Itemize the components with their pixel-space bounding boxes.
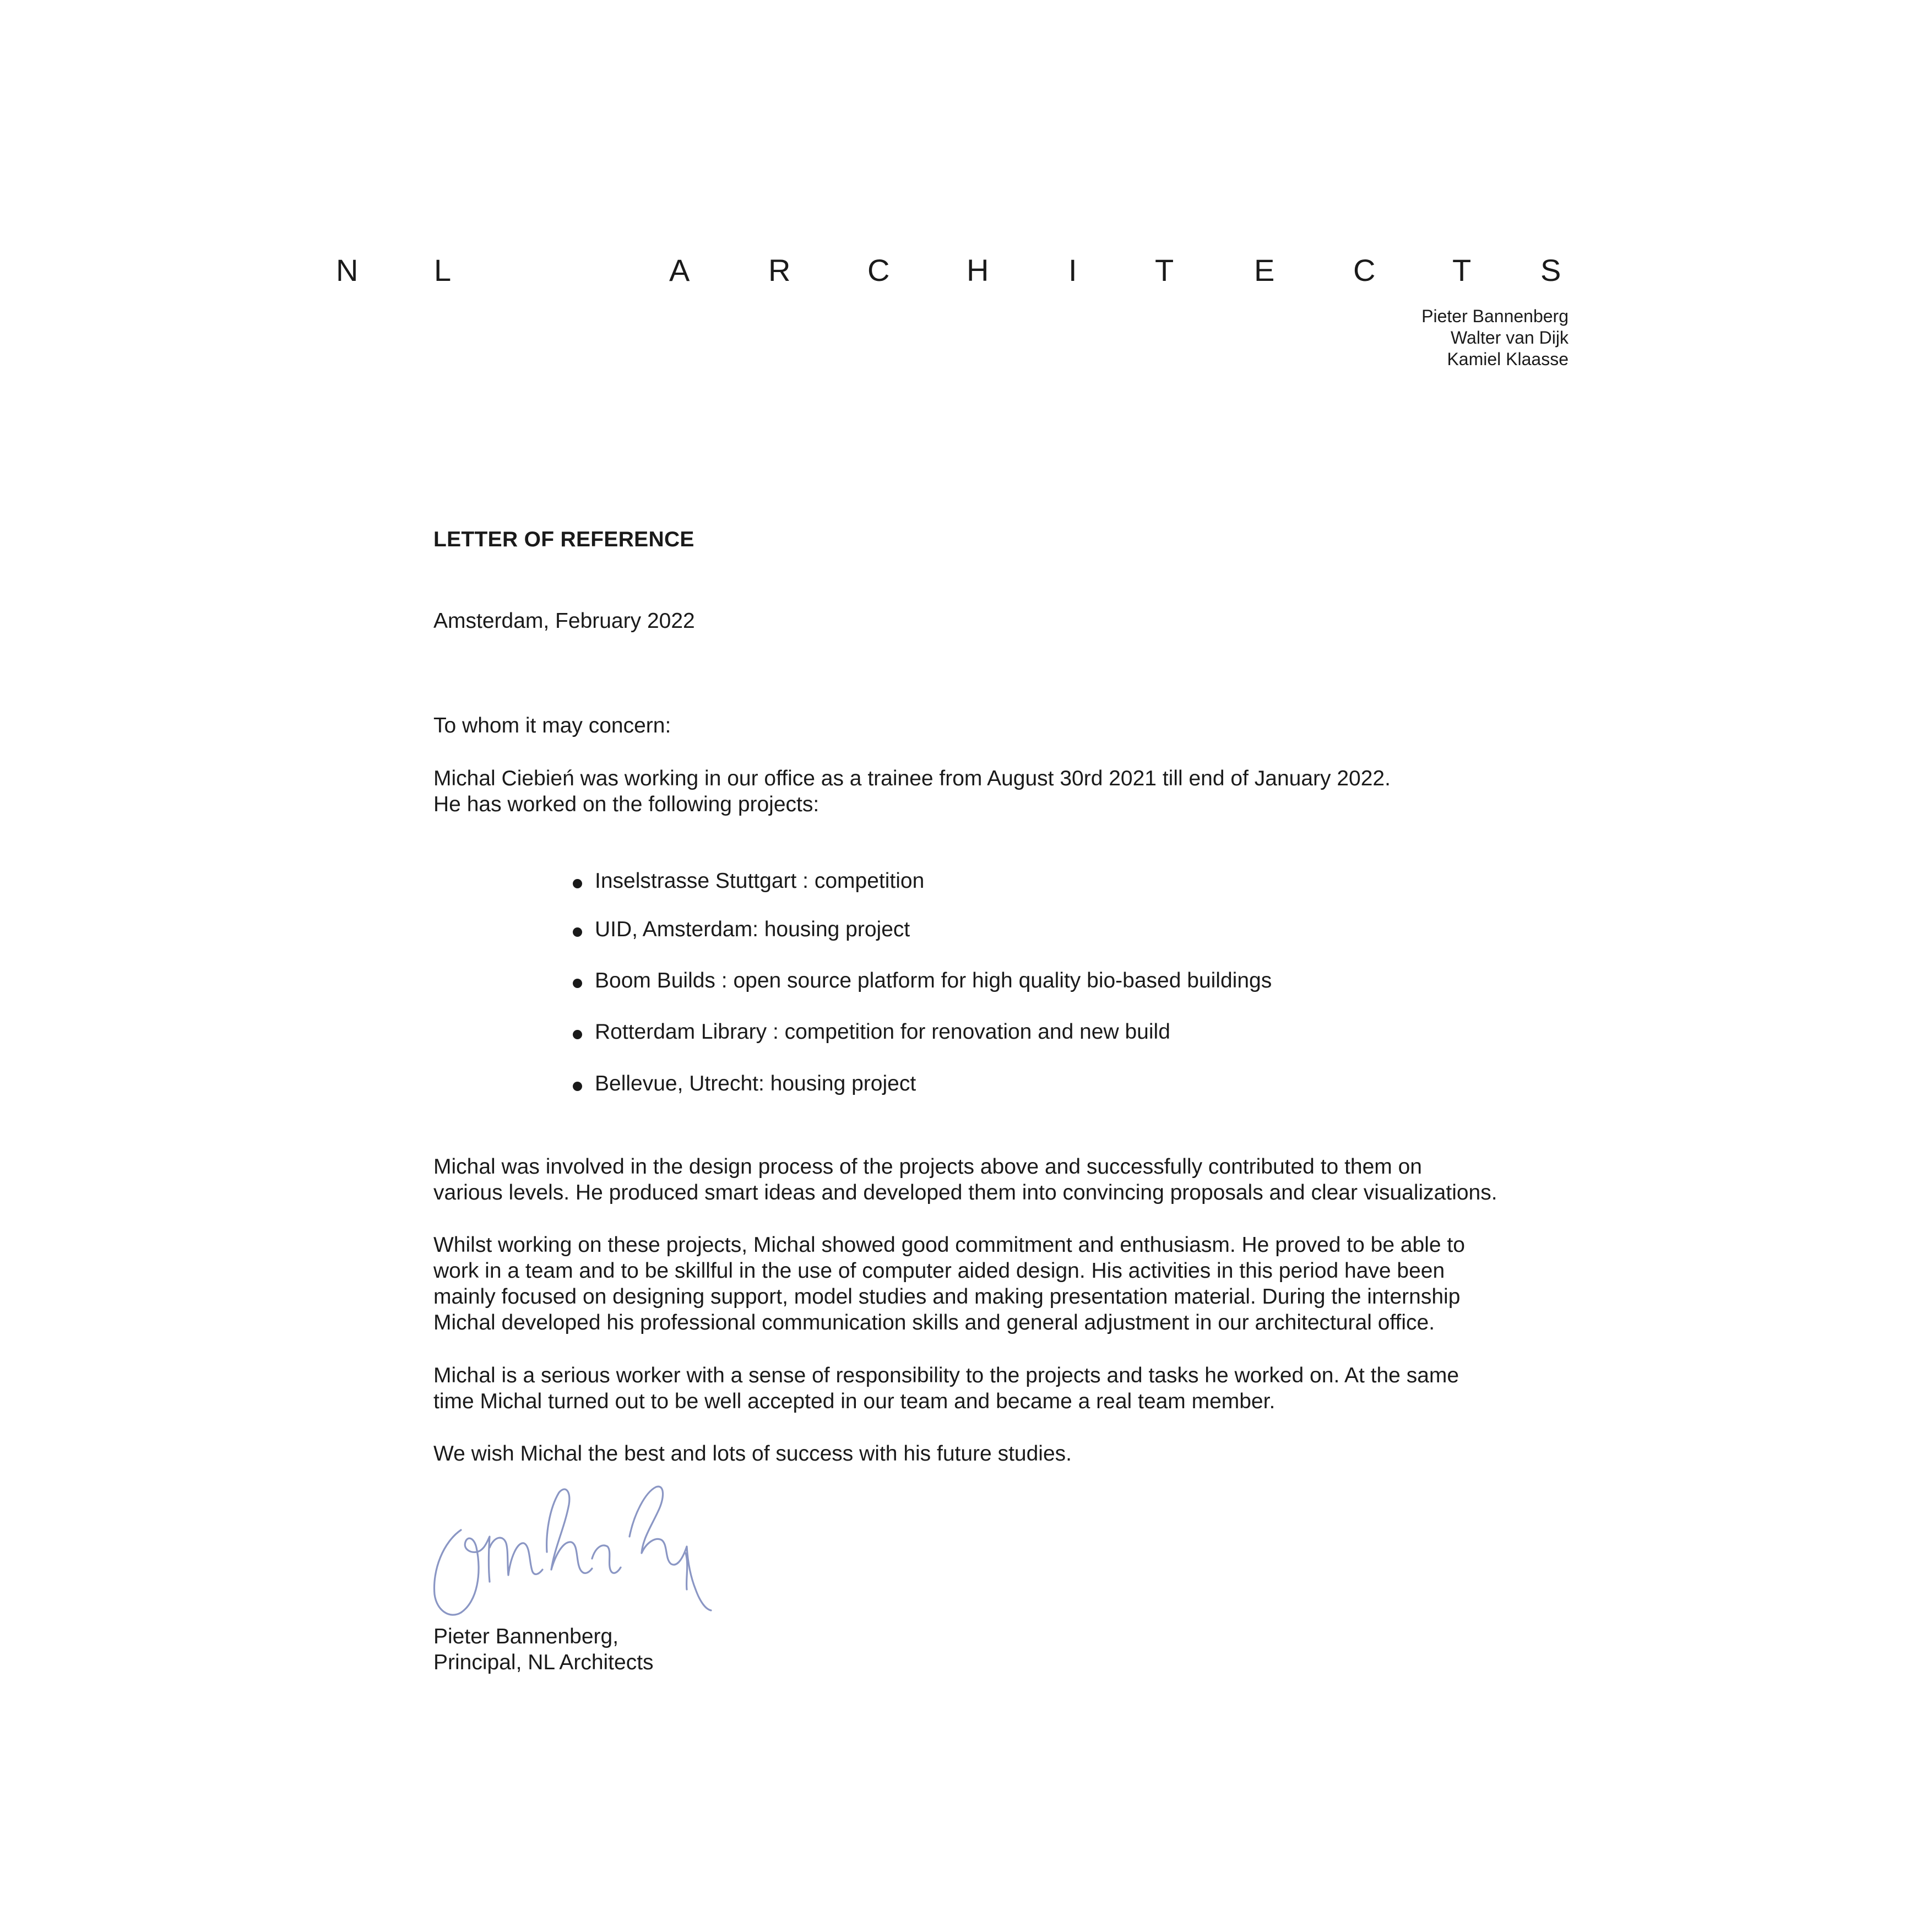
partner-name: Walter van Dijk [1451,328,1569,348]
text-line: Michal is a serious worker with a sense of responsibility to the projects and tasks he worked on. At the same [433,1364,1459,1387]
intro-paragraph [433,766,1612,817]
text-line: He has worked on the following projects: [433,793,820,816]
logo-letter: L [434,253,452,287]
text-line: time Michal turned out to be well accepted in our team and became a real team member. [433,1390,1276,1413]
logo-letter: A [669,253,690,287]
signature-stroke [547,1489,592,1573]
bullet-icon [573,1082,582,1091]
text-line: work in a team and to be skillful in the use of computer aided design. His activities in this period have been [433,1259,1445,1283]
bullet-icon [573,979,582,988]
salutation: To whom it may concern: [433,714,671,737]
place-date: Amsterdam, February 2022 [433,609,695,633]
signature-stroke [434,1530,490,1615]
letter-title: LETTER OF REFERENCE [433,528,694,551]
bullet-icon [573,927,582,937]
signatory-block [433,1624,1612,1675]
signatory-title: Principal, NL Architects [433,1651,654,1674]
text-line: Michal developed his professional communication skills and general adjustment in our architectural office. [433,1311,1435,1334]
project-label: Inselstrasse Stuttgart : competition [595,869,925,893]
logo-letter: C [867,253,890,287]
logo-letter: I [1068,253,1077,287]
text-line: various levels. He produced smart ideas and developed them into convincing proposals and clear visualizations. [433,1181,1497,1204]
project-label: Bellevue, Utrecht: housing project [595,1072,916,1095]
text-line: mainly focused on designing support, model studies and making presentation material. During the internship [433,1285,1461,1309]
signature-stroke [592,1545,621,1573]
closing-line: We wish Michal the best and lots of success with his future studies. [433,1442,1072,1466]
logo-letter: E [1254,253,1275,287]
partner-name: Pieter Bannenberg [1421,306,1569,326]
text-line: Michal Ciebień was working in our office as a trainee from August 30rd 2021 till end of January 2022. [433,767,1391,790]
signature-stroke [629,1486,711,1610]
signature-image [427,1481,757,1625]
project-label: Boom Builds : open source platform for high quality bio-based buildings [595,969,1272,992]
project-label: UID, Amsterdam: housing project [595,918,910,941]
letterhead-logo [336,252,1559,296]
project-label: Rotterdam Library : competition for renovation and new build [595,1020,1170,1044]
signature-stroke [686,1553,687,1589]
logo-letter: S [1540,253,1561,287]
logo-letter: T [1452,253,1472,287]
logo-letter: T [1155,253,1174,287]
text-line: Whilst working on these projects, Michal showed good commitment and enthusiasm. He proved to be able to [433,1233,1465,1257]
signatory-name: Pieter Bannenberg, [433,1625,619,1648]
partner-name: Kamiel Klaasse [1447,349,1569,369]
logo-letter: N [336,253,359,287]
paragraph-involvement [433,1154,1612,1206]
paragraph-responsibility [433,1363,1612,1414]
paragraph-commitment [433,1232,1612,1336]
partner-names [1421,306,1569,370]
bullet-icon [573,879,582,888]
logo-letter: H [967,253,989,287]
text-line: Michal was involved in the design process of the projects above and successfully contributed to them on [433,1155,1422,1179]
logo-letter: R [768,253,791,287]
logo-letter: C [1353,253,1376,287]
signature-stroke [490,1538,542,1575]
bullet-icon [573,1030,582,1039]
